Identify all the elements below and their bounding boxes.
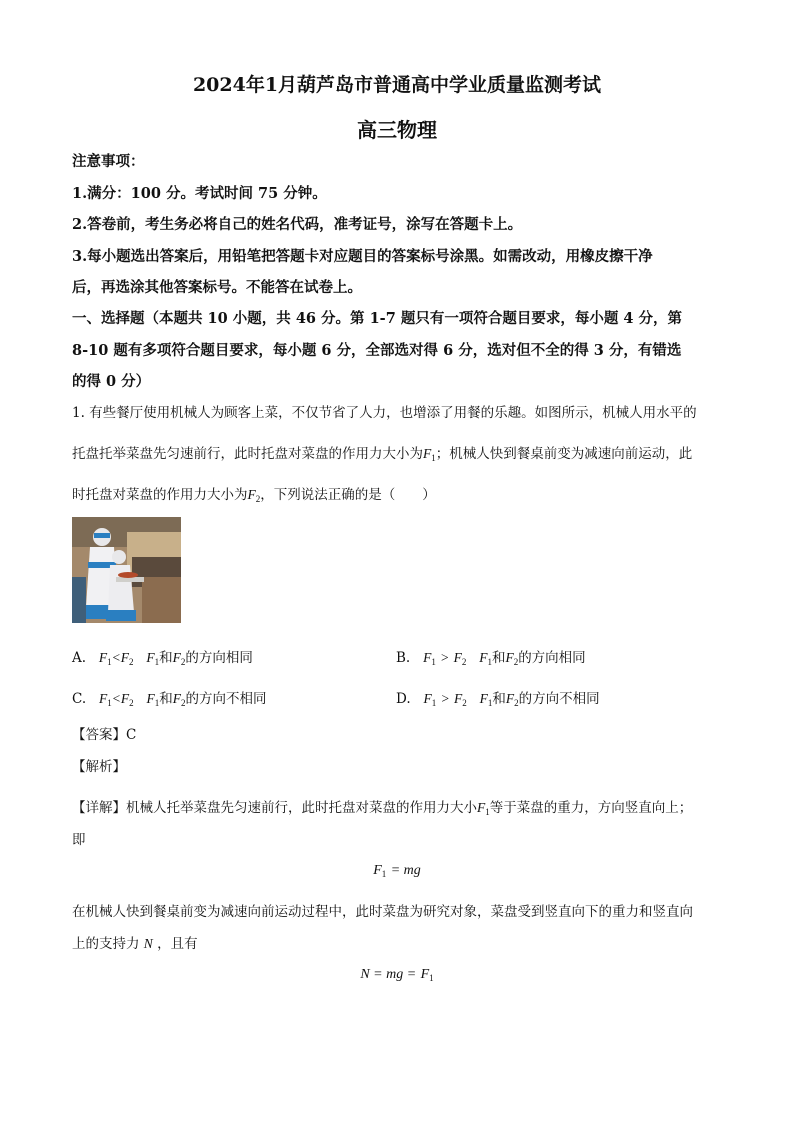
symbol-f2: $F_2$ [247, 487, 261, 504]
exam-title: 2024年1月葫芦岛市普通高中学业质量监测考试 [192, 74, 602, 96]
equation-1: $F_1$ = mg [373, 863, 421, 879]
notice-item-2: 2.答卷前，考生务必将自己的姓名代码，准考证号，涂写在答题卡上。 [72, 216, 523, 233]
detail-line-2: 即 [72, 832, 86, 848]
notice-item-3-line-2: 后，再选涂其他答案标号。不能答在试卷上。 [72, 279, 362, 296]
section-heading-line-3: 的得 0 分） [72, 373, 151, 390]
question-line-2-a: 托盘托举菜盘先匀速前行，此时托盘对菜盘的作用力大小为 [72, 446, 423, 462]
section-heading-line-2: 8-10 题有多项符合题目要求，每小题 6 分，全部选对得 6 分，选对但不全的得 3 分，有错选 [72, 342, 682, 359]
option-c[interactable]: C. $F_1<F_2$ $F_1$和$F_2$的方向不相同 [72, 691, 267, 708]
option-a[interactable]: A. $F_1<F_2$ $F_1$和$F_2$的方向相同 [72, 650, 253, 667]
answer-label: 【答案】 [72, 727, 126, 743]
exam-subtitle: 高三物理 [357, 118, 437, 142]
symbol-f1: $F_1$ [423, 446, 436, 463]
answer-line [72, 723, 136, 743]
equation-2: N = mg = $F_1$ [360, 967, 434, 983]
detail-line-1: 【详解】机械人托举菜盘先匀速前行，此时托盘对菜盘的作用力大小$F_1$等于菜盘的重力，方向竖直向上； [72, 800, 693, 817]
analysis-label: 【解析】 [72, 759, 126, 775]
notice-heading: 注意事项： [72, 153, 145, 170]
detail-line-4: 上的支持力 N ，且有 [72, 936, 198, 952]
notice-item-1: 1.满分：100 分。考试时间 75 分钟。 [72, 185, 327, 202]
robot-photo [72, 517, 181, 623]
question-line-3 [72, 483, 436, 504]
option-d[interactable]: D. $F_1 > F_2$ $F_1$和$F_2$的方向不相同 [396, 691, 600, 708]
question-line-3-b: ，下列说法正确的是（ ） [260, 487, 436, 503]
question-line-2 [72, 442, 692, 463]
robot-photo-illustration [72, 517, 181, 623]
detail-label: 【详解】 [72, 800, 126, 816]
question-line-2-b: ；机械人快到餐桌前变为减速向前运动，此 [435, 446, 693, 462]
answer-value: C [126, 727, 137, 743]
section-heading-line-1: 一、选择题（本题共 10 小题，共 46 分。第 1-7 题只有一项符合题目要求，每小题 4 分，第 [72, 310, 683, 327]
option-b[interactable]: B. $F_1 > F_2$ $F_1$和$F_2$的方向相同 [396, 650, 586, 667]
notice-item-3-line-1: 3.每小题选出答案后，用铅笔把答题卡对应题目的答案标号涂黑。如需改动，用橡皮擦干净 [72, 248, 653, 265]
detail-line-3: 在机械人快到餐桌前变为减速向前运动过程中，此时菜盘为研究对象，菜盘受到竖直向下的重力和竖直向 [72, 904, 693, 920]
question-line-3-a: 时托盘对菜盘的作用力大小为 [72, 487, 248, 503]
question-line-1: 1. 有些餐厅使用机械人为顾客上菜，不仅节省了人力，也增添了用餐的乐趣。如图所示，机械人用水平的 [72, 405, 697, 421]
